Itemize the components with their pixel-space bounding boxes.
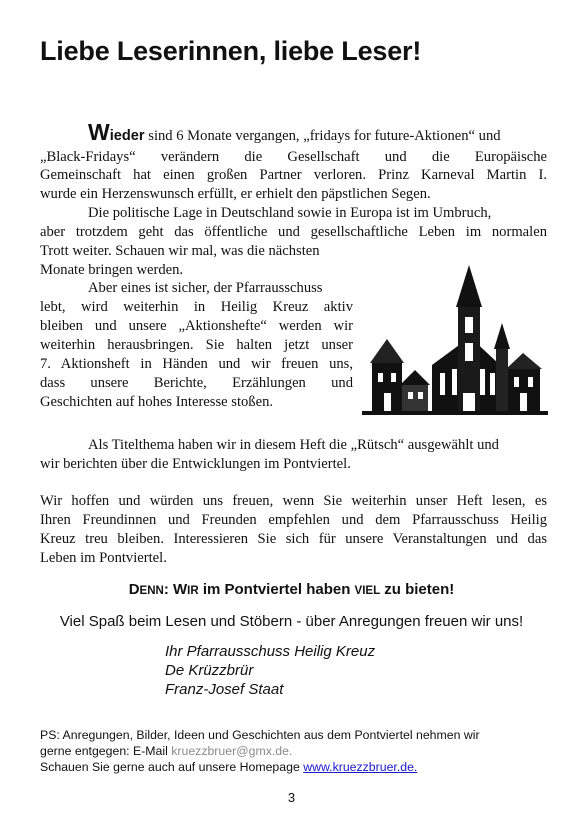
paragraph2-line1: Die politische Lage in Deutschland sowie in Europa ist im Umbruch,	[88, 205, 492, 221]
paragraph1-line4: wurde ein Herzenswunsch erfüllt, er erhielt den päpstlichen Segen.	[40, 186, 431, 202]
paragraph1-line3: Gemeinschaft hat einen großen Partner verloren. Prinz Karneval Martin I.	[40, 167, 547, 183]
paragraph2-line3: Trott weiter. Schauen wir mal, was die nächsten	[40, 243, 320, 259]
signature-line2: De Krüzzbrür	[165, 662, 254, 679]
paragraph1-line1: Wieder sind 6 Monate vergangen, „fridays for future-Aktionen“ und	[88, 119, 501, 145]
homepage-link[interactable]: www.kruezzbruer.de.	[303, 760, 418, 774]
paragraph3-line1: Aber eines ist sicher, der Pfarrausschuss	[88, 280, 323, 296]
paragraph2-line4: Monate bringen werden.	[40, 262, 184, 278]
ps-line2: gerne entgegen: E-Mail kruezzbruer@gmx.de.	[40, 744, 293, 758]
paragraph2-line2: aber trotzdem geht das öffentliche und gesellschaftliche Leben im normalen	[40, 224, 547, 240]
ps-line1: PS: Anregungen, Bilder, Ideen und Geschichten aus dem Pontviertel nehmen wir	[40, 728, 480, 742]
motto: DENN: WIR im Pontviertel haben VIEL zu bieten!	[128, 581, 455, 598]
page-title: Liebe Leserinnen, liebe Leser!	[40, 36, 422, 66]
paragraph3-line4: weiterhin herausbringen. Sie halten jetzt unser	[40, 337, 353, 353]
paragraph3-line6: dass unsere Berichte, Erzählungen und	[40, 375, 353, 391]
paragraph3-line2: lebt, wird weiterhin in Heilig Kreuz aktiv	[40, 299, 353, 315]
paragraph4-line1: Als Titelthema haben wir in diesem Heft die „Rütsch“ ausgewählt und	[88, 437, 499, 453]
paragraph5-line1: Wir hoffen und würden uns freuen, wenn Sie weiterhin unser Heft lesen, es	[40, 493, 547, 509]
paragraph1-line2: „Black-Fridays“ verändern die Gesellschaft und die Europäische	[40, 149, 547, 165]
page-number: 3	[287, 790, 296, 805]
paragraph3-line7: Geschichten auf hohes Interesse stoßen.	[40, 394, 274, 410]
paragraph5-line3: Kreuz treu bleiben. Interessieren Sie sich für unsere Veranstaltungen und das	[40, 531, 547, 547]
signature-line3: Franz-Josef Staat	[165, 681, 284, 698]
drop-letter: W	[88, 119, 110, 145]
ps-line3: Schauen Sie gerne auch auf unsere Homepage www.kruezzbruer.de.	[40, 760, 418, 774]
paragraph5-line2: Ihren Freundinnen und Freunden empfehlen und dem Pfarrausschuss Heilig	[40, 512, 547, 528]
closing-line: Viel Spaß beim Lesen und Stöbern - über Anregungen freuen wir uns!	[59, 613, 524, 630]
paragraph4-line2: wir berichten über die Entwicklungen im Pontviertel.	[40, 456, 351, 472]
paragraph3-line5: 7. Aktionsheft in Händen und wir freuen uns,	[40, 356, 353, 372]
email-address[interactable]: kruezzbruer@gmx.de.	[171, 744, 293, 758]
paragraph5-line4: Leben im Pontviertel.	[40, 550, 167, 566]
signature-line1: Ihr Pfarrausschuss Heilig Kreuz	[165, 643, 376, 660]
church-illustration	[362, 265, 548, 417]
paragraph3-line3: bleiben und unsere „Aktionshefte“ werden wir	[40, 318, 353, 334]
